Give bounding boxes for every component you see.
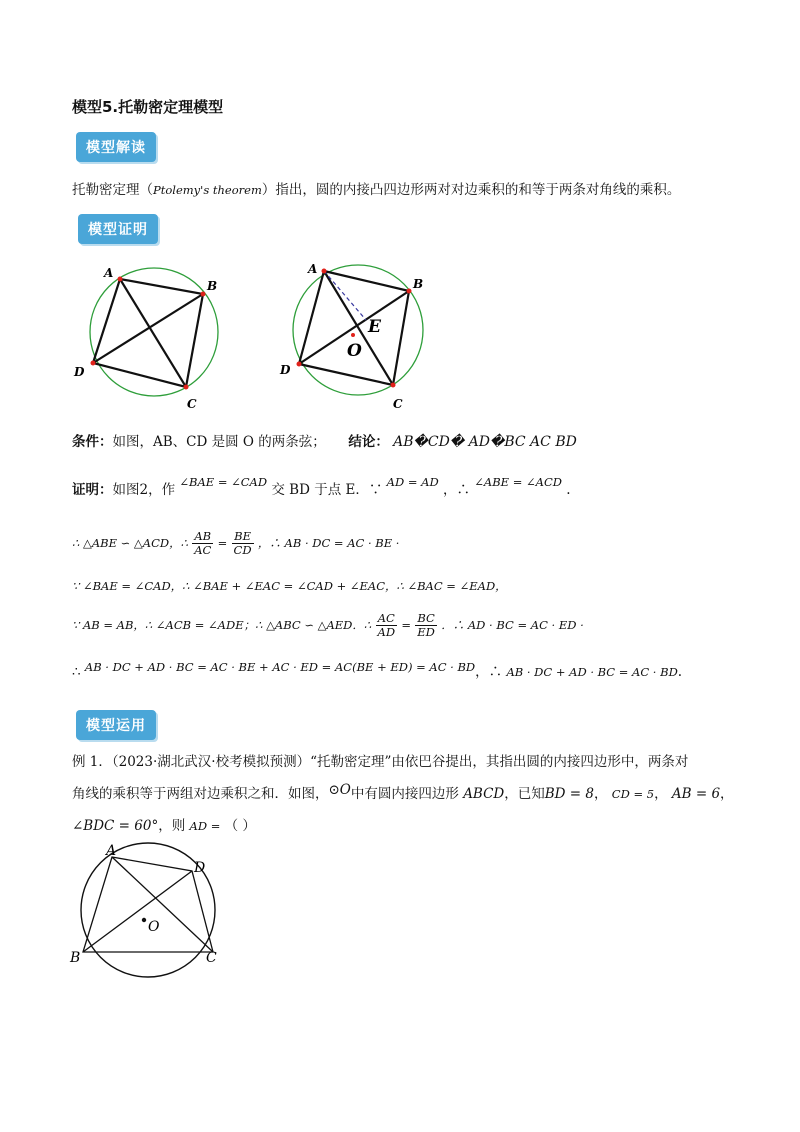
figure-2: [276, 258, 446, 418]
proof-line-3: ∵ ∠BAE = ∠CAD，∴ ∠BAE + ∠EAC = ∠CAD + ∠EAC，∴ ∠BAC = ∠EAD，: [72, 579, 507, 593]
proof-label: 证明：: [72, 482, 113, 498]
fig1-circle: [90, 268, 218, 396]
proof-l2-b: ，∴ AB · DC = AC · BE ·: [257, 536, 400, 550]
fig2-quad: [299, 271, 409, 385]
section-tag-proof: 模型证明: [78, 214, 158, 244]
proof-l4-frac2: [415, 612, 437, 639]
condition-line: [72, 432, 577, 452]
proof-l1-c: 交 BD 于点 E．∵: [271, 482, 383, 498]
example-line-2: [72, 784, 734, 804]
proof-l2-frac1: [192, 530, 213, 557]
fig2-label-E: E: [368, 317, 381, 337]
fig1-label-D: D: [74, 365, 85, 379]
proof-l2-frac1-num: AB: [192, 530, 213, 544]
ex-l2-h: CD = 5: [611, 787, 655, 801]
ex-l3-c: AD =: [189, 819, 221, 833]
fig1-quad: [93, 279, 203, 387]
proof-l4-a: ∵ AB = AB，∴ ∠ACB = ∠ADE；∴ △ABC ∽ △AED．∴: [72, 618, 372, 632]
ex-l3-d: （ ）: [224, 818, 256, 834]
fig1-label-C: C: [187, 397, 197, 411]
ex-l2-g: ，: [594, 786, 608, 802]
proof-l4-frac2-num: BC: [415, 612, 437, 626]
example-line-1: 例 1．（2023·湖北武汉·校考模拟预测）“托勒密定理”由依巴谷提出，其指出圆的内接四边形中，两条对: [72, 754, 689, 770]
proof-l4-frac1-num: AC: [376, 612, 398, 626]
proof-l4-frac1-den: AD: [377, 625, 396, 639]
ex-l2-b: ⊙O: [328, 782, 351, 798]
proof-l2-frac2-num: BE: [232, 530, 254, 544]
fig3-label-B: B: [70, 950, 81, 966]
proof-l1-e: ，∴: [442, 482, 470, 498]
conclusion-text: AB�CD� AD�BC AC BD: [393, 434, 577, 450]
figure-1: [70, 260, 240, 420]
proof-l5-d: AB · DC + AD · BC = AC · BD: [506, 665, 678, 679]
section-tag-apply: 模型运用: [76, 710, 156, 740]
fig2-label-C: C: [393, 397, 403, 411]
proof-l2-frac2: [232, 530, 254, 557]
fig3-label-O: O: [148, 919, 160, 935]
proof-l2-eq: =: [217, 536, 228, 550]
intro-pre: 托勒密定理（: [72, 182, 153, 198]
proof-l1-b: ∠BAE = ∠CAD: [179, 475, 268, 489]
proof-l4-frac1: [376, 612, 398, 639]
fig3-label-C: C: [206, 950, 217, 966]
ex-l3-a: ∠BDC = 60°: [72, 818, 159, 834]
proof-l1-d: AD = AD: [386, 475, 439, 489]
proof-l4-eq: =: [401, 618, 411, 632]
fig1-label-A: A: [104, 266, 114, 280]
proof-l2-frac2-den: CD: [233, 543, 252, 557]
fig3-center-dot: [142, 918, 146, 922]
conclusion-label: 结论：: [348, 434, 389, 450]
figure-3: [66, 838, 236, 978]
condition-text: 如图，AB、CD 是圆 O 的两条弦；: [112, 434, 326, 450]
ex-l2-f: BD = 8: [544, 786, 594, 802]
fig2-label-B: B: [413, 277, 424, 291]
proof-l1-a: 如图2，作: [112, 482, 176, 498]
page-title: 模型5.托勒密定理模型: [72, 98, 224, 116]
ex-l2-k: ，: [720, 786, 734, 802]
proof-l1-g: .: [566, 482, 571, 498]
proof-l4-b: ．∴ AD · BC = AC · ED ·: [441, 618, 584, 632]
fig2-label-O: O: [347, 341, 362, 361]
proof-line-4: [72, 612, 584, 639]
proof-l2-a: ∴ △ABE ∽ △ACD，∴: [72, 536, 188, 550]
proof-l2-frac1-den: AC: [194, 543, 212, 557]
fig2-label-A: A: [308, 262, 318, 276]
ex-l2-e: ，已知: [504, 786, 545, 802]
ex-l2-i: ，: [654, 786, 668, 802]
ex-l2-d: ABCD: [463, 786, 505, 802]
proof-l5-e: .: [677, 664, 683, 680]
example-line-3: [72, 816, 256, 836]
proof-l4-frac2-den: ED: [417, 625, 435, 639]
ex-l2-j: AB = 6: [671, 786, 721, 802]
proof-line-5: [72, 662, 682, 682]
condition-label: 条件：: [72, 434, 113, 450]
proof-line-2: [72, 530, 399, 557]
proof-l1-f: ∠ABE = ∠ACD: [474, 475, 562, 489]
intro-paragraph: [72, 180, 680, 200]
intro-post: ）指出，圆的内接凸四边形两对对边乘积的和等于两条对角线的乘积。: [261, 182, 681, 198]
ex-l2-c: 中有圆内接四边形: [350, 786, 459, 802]
section-tag-interpret: 模型解读: [76, 132, 156, 162]
ex-l2-a: 角线的乘积等于两组对边乘积之和．如图，: [72, 786, 329, 802]
proof-l5-c: ，∴: [475, 664, 503, 680]
fig2-circle: [293, 265, 423, 395]
ex-l3-b: ，则: [158, 818, 186, 834]
fig3-label-D: D: [194, 860, 206, 876]
proof-l5-b: AB · DC + AD · BC = AC · BE + AC · ED = AC(BE + ED) = AC · BD: [84, 660, 476, 674]
fig3-label-A: A: [106, 843, 117, 859]
fig1-label-B: B: [207, 279, 218, 293]
proof-l5-a: ∴: [72, 664, 81, 680]
fig2-label-D: D: [280, 363, 291, 377]
proof-line-1: [72, 475, 571, 500]
intro-term: Ptolemy's theorem: [153, 183, 262, 197]
